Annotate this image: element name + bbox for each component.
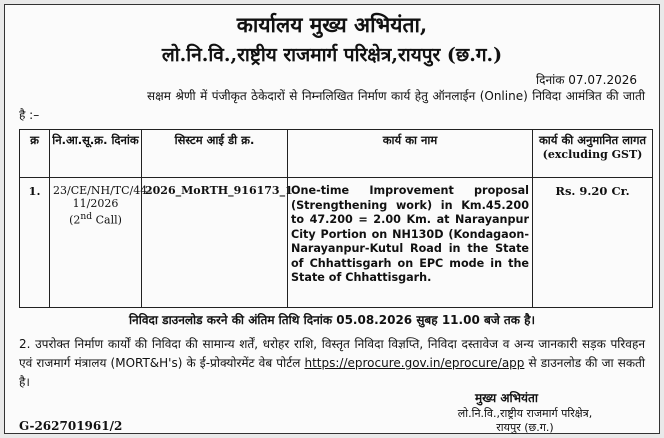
eprocure-link[interactable]: https://eprocure.gov.in/eprocure/app	[304, 356, 525, 370]
office-line2: रायपुर (छ.ग.)	[496, 421, 554, 434]
header-sno: क्र	[20, 130, 50, 178]
office-title: कार्यालय मुख्य अभियंता,	[236, 12, 428, 37]
cell-nit	[50, 178, 151, 308]
details-text: 2. उपरोक्त निर्माण कार्यों की निविदा की सामान्य शर्तें, धरोहर राशि, विस्तृत निविदा विज्ञप्ति, निविदा दस्तावेज व अन्य जानकारी सड़क परिवहन एवं राजमार्ग मंत्रालय (MORT&H's) के ई-प्रोक्योरमेंट वेब पोर्टल	[19, 337, 645, 370]
tender-notice	[4, 4, 660, 434]
header-cost	[533, 130, 653, 178]
details-suffix: से डाउनलोड की जा सकती है।	[19, 356, 645, 389]
cell-sno: 1.	[20, 178, 50, 308]
table-row	[20, 178, 653, 308]
reference-number: G-262701961/2	[19, 419, 123, 433]
signatory-title: मुख्य अभियंता	[475, 391, 538, 405]
header-nit: नि.आ.सू.क्र. दिनांक	[50, 130, 142, 178]
notice-date: दिनांक 07.07.2026	[536, 73, 637, 87]
call-sup: nd	[80, 211, 93, 222]
signatory-office	[425, 407, 625, 435]
call-num: (2	[69, 213, 81, 227]
header-system-id: सिस्टम आई डी क्र.	[142, 130, 288, 178]
details-paragraph	[19, 335, 645, 392]
call-rest: Call)	[92, 213, 122, 227]
intro-paragraph: सक्षम श्रेणी में पंजीकृत ठेकेदारों से निम्नलिखित निर्माण कार्य हेतु ऑनलाईन (Online) निविदा आमंत्रित की जाती है :–	[19, 89, 645, 122]
cell-system-id: 2026_MoRTH_916173_1	[142, 178, 288, 308]
header-cost-label: कार्य की अनुमानित लागत	[538, 133, 647, 147]
nit-line1: 23/CE/NH/TC/44-	[53, 184, 151, 197]
nit-line2: 11/2026	[72, 197, 119, 210]
table-header-row	[20, 130, 653, 178]
office-line1: लो.नि.वि.,राष्ट्रीय राजमार्ग परिक्षेत्र,	[457, 407, 593, 420]
tender-table	[19, 129, 653, 308]
cell-work-name: One-time Improvement proposal (Strengthening work) in Km.45.200 to 47.200 = 2.00 Km. at Narayanpur City Portion on NH130D (Kondagaon-Narayanpur-Kutul Road in the State of Chhattisgarh on EPC mode in the State of Chhattisgarh.	[288, 178, 533, 308]
cell-cost: Rs. 9.20 Cr.	[533, 178, 653, 308]
download-deadline: निविदा डाउनलोड करने की अंतिम तिथि दिनांक 05.08.2026 सुबह 11.00 बजे तक है।	[128, 313, 536, 327]
header-cost-note: (excluding GST)	[542, 148, 643, 161]
header-work-name: कार्य का नाम	[288, 130, 533, 178]
office-subtitle: लो.नि.वि.,राष्ट्रीय राजमार्ग परिक्षेत्र,रायपुर (छ.ग.)	[161, 44, 503, 66]
